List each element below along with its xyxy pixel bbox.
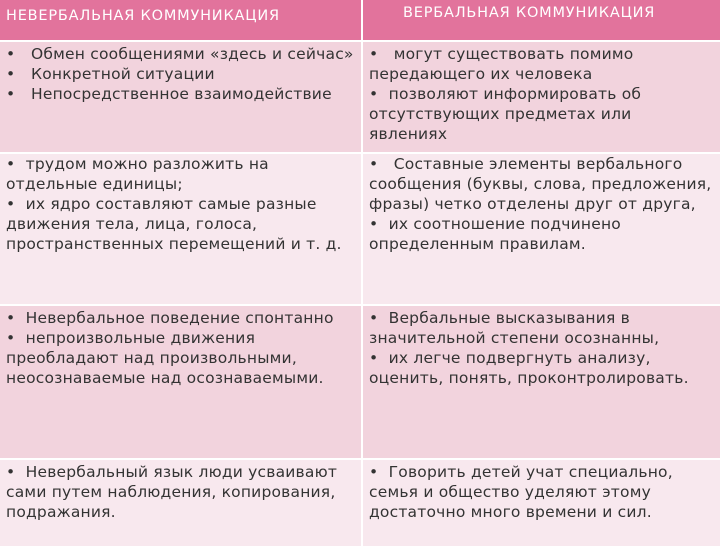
cell-nonverbal: [0, 153, 362, 305]
table-row: [0, 459, 720, 546]
item-text: Непосредственное взаимодействие: [31, 85, 332, 103]
table-row: [0, 41, 720, 153]
bullet-icon: •: [369, 309, 379, 327]
para-text: Невербальное поведение спонтанно: [25, 309, 334, 327]
bullet-icon: •: [6, 329, 16, 347]
para-text: непроизвольные движения преобладают над произвольными, неосознаваемые над осознаваемыми.: [6, 329, 324, 387]
table-row: [0, 305, 720, 459]
paragraph: [6, 328, 355, 388]
para-text: трудом можно разложить на отдельные единицы;: [6, 155, 269, 193]
para-text: Говорить детей учат специально, семья и общество уделяют этому достаточно много времени и сил.: [369, 463, 673, 521]
bullet-icon: •: [6, 195, 16, 213]
cell-verbal: [362, 305, 720, 459]
paragraph: [369, 84, 714, 144]
para-text: Невербальный язык люди усваивают сами путем наблюдения, копирования, подражания.: [6, 463, 338, 521]
bullet-icon: •: [369, 45, 379, 63]
para-text: их ядро составляют самые разные движения тела, лица, голоса, пространственных перемещений и т. д.: [6, 195, 342, 253]
paragraph: [369, 214, 714, 254]
cell-nonverbal: [0, 305, 362, 459]
cell-verbal: [362, 153, 720, 305]
paragraph: [369, 348, 714, 388]
cell-nonverbal: [0, 41, 362, 153]
bullet-icon: •: [369, 155, 379, 173]
bullet-icon: •: [6, 463, 16, 481]
paragraph: [369, 308, 714, 348]
paragraph: [369, 462, 714, 522]
bullet-icon: •: [6, 309, 16, 327]
bullet-icon: •: [6, 85, 16, 103]
list-item: [6, 84, 355, 104]
table-row: [0, 153, 720, 305]
header-verbal: ВЕРБАЛЬНАЯ КОММУНИКАЦИЯ: [362, 0, 720, 41]
paragraph: [6, 154, 355, 194]
paragraph: [369, 44, 714, 84]
header-nonverbal: НЕВЕРБАЛЬНАЯ КОММУНИКАЦИЯ: [0, 0, 362, 41]
table-header-row: [0, 0, 720, 41]
bullet-icon: •: [6, 45, 16, 63]
paragraph: [6, 462, 355, 522]
paragraph: [6, 308, 355, 328]
cell-verbal: [362, 41, 720, 153]
bullet-icon: •: [369, 463, 379, 481]
item-text: Обмен сообщениями «здесь и сейчас»: [31, 45, 354, 63]
list-item: [6, 44, 355, 64]
bullet-icon: •: [6, 65, 16, 83]
para-text: Составные элементы вербального сообщения (буквы, слова, предложения, фразы) четко отделены друг от друга,: [369, 155, 712, 213]
paragraph: [369, 154, 714, 214]
para-text: позволяют информировать об отсутствующих предметах или явлениях: [369, 85, 642, 143]
bullet-icon: •: [369, 215, 379, 233]
bullet-icon: •: [6, 155, 16, 173]
paragraph: [6, 194, 355, 254]
bullet-icon: •: [369, 85, 379, 103]
item-text: Конкретной ситуации: [31, 65, 215, 83]
cell-nonverbal: [0, 459, 362, 546]
cell-verbal: [362, 459, 720, 546]
list-item: [6, 64, 355, 84]
bullet-list: [6, 44, 355, 104]
para-text: могут существовать помимо передающего их человека: [369, 45, 634, 83]
para-text: их легче подвергнуть анализу, оценить, понять, проконтролировать.: [369, 349, 689, 387]
para-text: Вербальные высказывания в значительной степени осознанны,: [369, 309, 660, 347]
bullet-icon: •: [369, 349, 379, 367]
para-text: их соотношение подчинено определенным правилам.: [369, 215, 621, 253]
